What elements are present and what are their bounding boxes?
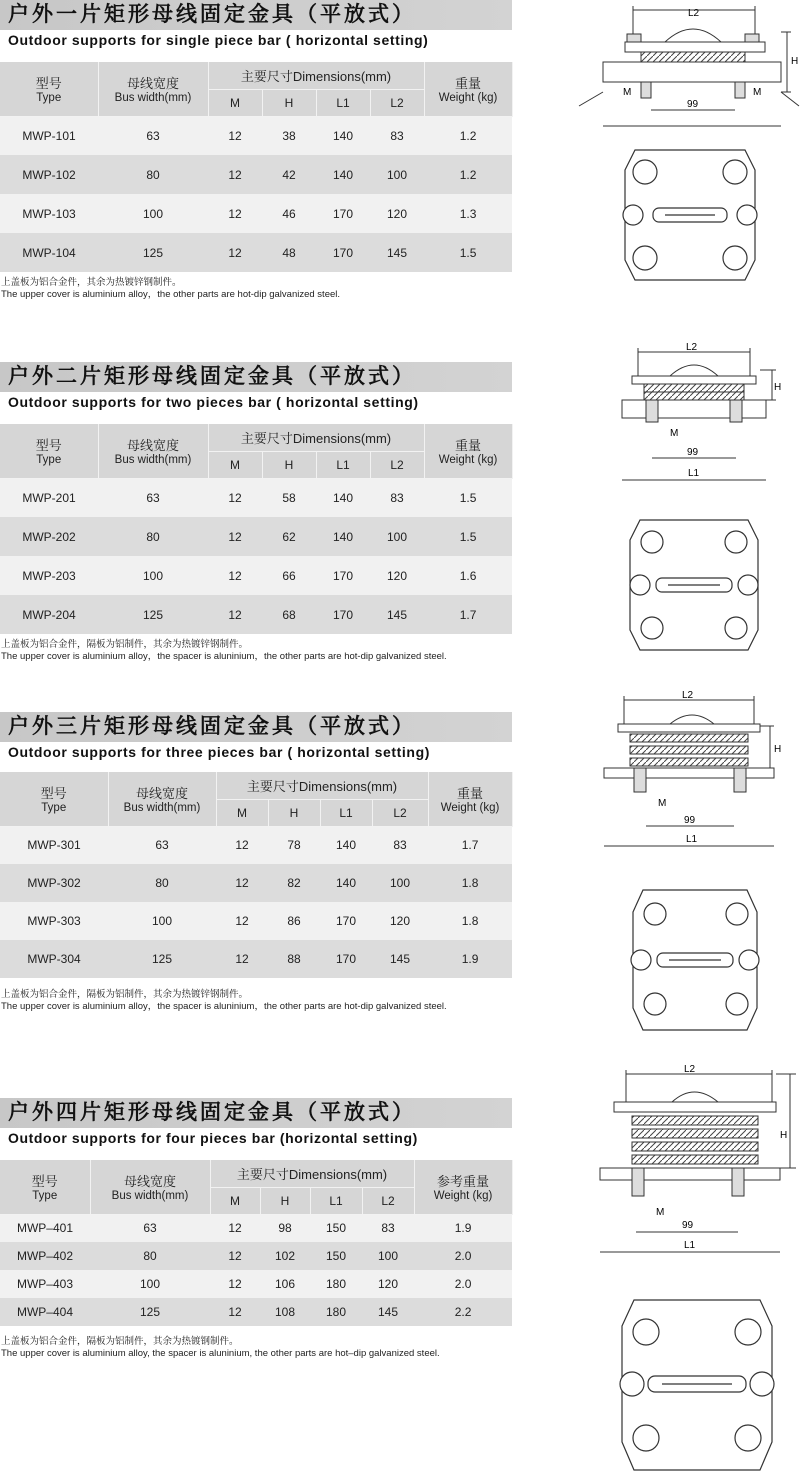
table-row	[0, 194, 512, 233]
note	[1, 639, 447, 663]
col-type-header	[0, 424, 98, 478]
cell-type: MWP-303	[0, 902, 108, 940]
l2-label: L2	[682, 690, 694, 701]
cell-weight: 1.5	[424, 517, 512, 556]
cell-weight: 1.5	[424, 478, 512, 517]
cell-bus-width: 100	[98, 556, 208, 595]
col-h-header: H	[262, 451, 316, 478]
cell-type: MWP-302	[0, 864, 108, 902]
cell-h: 48	[262, 233, 316, 272]
section-three-pieces	[0, 690, 800, 1022]
header-label-zh: 重量	[457, 786, 484, 802]
header-label-en: Bus width(mm)	[114, 92, 192, 105]
cell-l2: 145	[362, 1298, 414, 1326]
cell-bus-width: 63	[90, 1214, 210, 1242]
cell-bus-width: 80	[98, 517, 208, 556]
cell-l2: 83	[372, 826, 428, 864]
l1-label: L1	[686, 834, 698, 845]
cell-h: 78	[268, 826, 320, 864]
cell-bus-width: 100	[90, 1270, 210, 1298]
cell-type: MWP-201	[0, 478, 98, 517]
section-title-en: Outdoor supports for single piece bar ( horizontal setting)	[8, 32, 429, 48]
spec-table	[0, 1160, 513, 1326]
cell-m: 12	[208, 116, 262, 155]
cell-m: 12	[216, 864, 268, 902]
h-label: H	[774, 744, 782, 755]
cell-m: 12	[210, 1270, 260, 1298]
table-row	[0, 155, 512, 194]
cell-weight: 2.0	[414, 1242, 512, 1270]
table-row	[0, 826, 512, 864]
cell-l1: 180	[310, 1270, 362, 1298]
cell-l2: 145	[370, 595, 424, 634]
cell-bus-width: 63	[108, 826, 216, 864]
col-bus-width-header	[108, 772, 216, 826]
cell-l1: 140	[320, 864, 372, 902]
cell-type: MWP-101	[0, 116, 98, 155]
cell-type: MWP-102	[0, 155, 98, 194]
cell-l2: 120	[370, 556, 424, 595]
cell-h: 62	[262, 517, 316, 556]
cell-bus-width: 80	[108, 864, 216, 902]
table-row	[0, 233, 512, 272]
l2-label: L2	[688, 8, 700, 19]
table-row	[0, 940, 512, 978]
section-title-en: Outdoor supports for three pieces bar ( horizontal setting)	[8, 744, 430, 760]
cell-m: 12	[208, 517, 262, 556]
cell-l1: 140	[316, 478, 370, 517]
l2-label: L2	[684, 1064, 696, 1075]
cell-weight: 1.8	[428, 902, 512, 940]
cell-type: MWP-202	[0, 517, 98, 556]
cell-l1: 140	[316, 517, 370, 556]
col-dimensions-header	[210, 1160, 414, 1187]
col-h-header: H	[268, 799, 320, 826]
h-label: H	[774, 382, 782, 393]
cell-weight: 1.7	[428, 826, 512, 864]
note-en: The upper cover is aluminium alloy，the other parts are hot-dip galvanized steel.	[1, 289, 341, 300]
cell-type: MWP-204	[0, 595, 98, 634]
cell-bus-width: 80	[98, 155, 208, 194]
table-row	[0, 595, 512, 634]
header-label-en: Weight (kg)	[440, 802, 500, 815]
header-label-zh: 母线宽度	[123, 1174, 176, 1190]
side-view-drawing	[575, 2, 800, 132]
section-title-zh: 户外四片矩形母线固定金具（平放式）	[8, 1101, 416, 1124]
cell-l2: 145	[372, 940, 428, 978]
cell-m: 12	[216, 940, 268, 978]
cell-m: 12	[210, 1298, 260, 1326]
header-label-zh: 主要尺寸Dimensions(mm)	[240, 68, 392, 84]
table-row	[0, 1214, 512, 1242]
note-zh: 上盖板为铝合金件，隔板为铝制件，其余为热镀锌钢制件。	[1, 989, 249, 1000]
h-label: H	[780, 1130, 788, 1141]
top-view-drawing	[605, 140, 775, 290]
cell-weight: 1.7	[424, 595, 512, 634]
cell-l2: 120	[362, 1270, 414, 1298]
top-view-drawing	[612, 512, 777, 660]
side-view-drawing	[596, 1064, 800, 1264]
cell-type: MWP-103	[0, 194, 98, 233]
side-view-drawing	[600, 342, 800, 492]
cell-m: 12	[216, 902, 268, 940]
cell-bus-width: 80	[90, 1242, 210, 1270]
cell-bus-width: 125	[98, 595, 208, 634]
header-label-zh: 主要尺寸Dimensions(mm)	[236, 1166, 388, 1182]
m-label: M	[658, 798, 667, 809]
table-row	[0, 1270, 512, 1298]
cell-l1: 170	[316, 595, 370, 634]
cell-type: MWP–402	[0, 1242, 90, 1270]
col-weight-header	[424, 62, 512, 116]
col-l1-header: L1	[310, 1187, 362, 1214]
header-label-zh: 主要尺寸Dimensions(mm)	[240, 430, 392, 446]
col-m-header: M	[208, 451, 262, 478]
cell-l2: 145	[370, 233, 424, 272]
header-label-zh: 母线宽度	[126, 438, 179, 454]
note-en: The upper cover is aluminium alloy，the spacer is aluninium，the other parts are hot-dip galvanized steel.	[1, 1001, 447, 1012]
section-title-en: Outdoor supports for two pieces bar ( horizontal setting)	[8, 394, 419, 410]
cell-m: 12	[208, 155, 262, 194]
cell-type: MWP-104	[0, 233, 98, 272]
col-dimensions-header	[208, 62, 424, 89]
cell-bus-width: 63	[98, 478, 208, 517]
cell-m: 12	[208, 556, 262, 595]
header-label-zh: 主要尺寸Dimensions(mm)	[246, 778, 398, 794]
col-l1-header: L1	[316, 89, 370, 116]
cell-m: 12	[208, 194, 262, 233]
cell-l1: 170	[320, 902, 372, 940]
cell-weight: 1.8	[428, 864, 512, 902]
cell-l1: 140	[316, 116, 370, 155]
cell-weight: 1.9	[414, 1214, 512, 1242]
cell-l2: 120	[370, 194, 424, 233]
cell-type: MWP–404	[0, 1298, 90, 1326]
cell-l2: 100	[370, 155, 424, 194]
cell-l2: 120	[372, 902, 428, 940]
cell-l2: 100	[370, 517, 424, 556]
cell-h: 42	[262, 155, 316, 194]
cell-weight: 1.2	[424, 155, 512, 194]
table-row	[0, 1242, 512, 1270]
note-zh: 上盖板为铝合金件，隔板为铝制件，其余为热镀锌钢制件。	[1, 639, 249, 650]
side-view-drawing	[598, 690, 800, 854]
cell-h: 86	[268, 902, 320, 940]
cell-type: MWP-304	[0, 940, 108, 978]
note	[1, 989, 447, 1013]
header-label-zh: 重量	[455, 438, 482, 454]
col-type-header	[0, 1160, 90, 1214]
cell-m: 12	[208, 233, 262, 272]
cell-h: 66	[262, 556, 316, 595]
cell-l1: 180	[310, 1298, 362, 1326]
header-label-en: Type	[32, 1190, 58, 1203]
cell-weight: 1.2	[424, 116, 512, 155]
col-bus-width-header	[90, 1160, 210, 1214]
dim-99-label: 99	[684, 815, 696, 826]
cell-type: MWP–401	[0, 1214, 90, 1242]
col-weight-header	[424, 424, 512, 478]
section-four-pieces	[0, 1064, 800, 1477]
section-single-piece	[0, 0, 800, 310]
cell-h: 102	[260, 1242, 310, 1270]
header-label-zh: 型号	[35, 76, 62, 92]
note	[1, 1336, 440, 1360]
cell-h: 108	[260, 1298, 310, 1326]
section-two-pieces	[0, 342, 800, 672]
cell-bus-width: 125	[108, 940, 216, 978]
dim-99-label: 99	[682, 1220, 694, 1231]
table-row	[0, 556, 512, 595]
header-label-en: Weight (kg)	[438, 454, 498, 467]
cell-weight: 1.6	[424, 556, 512, 595]
note-zh: 上盖板为铝合金件，隔板为铝制件，其余为热镀钢制件。	[1, 1336, 239, 1347]
cell-l1: 150	[310, 1214, 362, 1242]
col-weight-header	[428, 772, 512, 826]
col-l1-header: L1	[320, 799, 372, 826]
table-row	[0, 517, 512, 556]
h-label: H	[791, 56, 799, 67]
header-label-en: Bus width(mm)	[111, 1190, 189, 1203]
spec-table	[0, 772, 513, 978]
cell-l1: 140	[316, 155, 370, 194]
col-m-header: M	[208, 89, 262, 116]
dim-99-label: 99	[687, 447, 699, 458]
cell-l1: 140	[320, 826, 372, 864]
cell-l1: 170	[316, 233, 370, 272]
col-m-header: M	[210, 1187, 260, 1214]
header-label-zh: 型号	[40, 786, 67, 802]
col-dimensions-header	[216, 772, 428, 799]
table-row	[0, 1298, 512, 1326]
cell-l1: 170	[316, 556, 370, 595]
table-row	[0, 902, 512, 940]
col-l1-header: L1	[316, 451, 370, 478]
cell-h: 82	[268, 864, 320, 902]
table-row	[0, 864, 512, 902]
header-label-en: Bus width(mm)	[114, 454, 192, 467]
cell-bus-width: 125	[90, 1298, 210, 1326]
l1-label: L1	[688, 468, 700, 479]
section-title-zh: 户外一片矩形母线固定金具（平放式）	[8, 3, 416, 26]
header-label-zh: 母线宽度	[126, 76, 179, 92]
col-bus-width-header	[98, 62, 208, 116]
cell-m: 12	[208, 595, 262, 634]
col-l2-header: L2	[370, 89, 424, 116]
col-bus-width-header	[98, 424, 208, 478]
table-row	[0, 116, 512, 155]
l2-label: L2	[686, 342, 698, 353]
section-title-en: Outdoor supports for four pieces bar (horizontal setting)	[8, 1130, 418, 1146]
cell-h: 38	[262, 116, 316, 155]
cell-h: 98	[260, 1214, 310, 1242]
cell-type: MWP-301	[0, 826, 108, 864]
col-h-header: H	[262, 89, 316, 116]
col-h-header: H	[260, 1187, 310, 1214]
l1-label: L1	[684, 1240, 696, 1251]
table-row	[0, 478, 512, 517]
cell-m: 12	[210, 1214, 260, 1242]
cell-l1: 150	[310, 1242, 362, 1270]
section-title-zh: 户外三片矩形母线固定金具（平放式）	[8, 715, 416, 738]
cell-m: 12	[210, 1242, 260, 1270]
header-label-en: Weight (kg)	[438, 92, 498, 105]
cell-l2: 83	[362, 1214, 414, 1242]
header-label-en: Type	[41, 802, 67, 815]
header-label-en: Type	[36, 454, 62, 467]
cell-weight: 1.9	[428, 940, 512, 978]
cell-weight: 1.3	[424, 194, 512, 233]
col-type-header	[0, 772, 108, 826]
cell-l2: 83	[370, 478, 424, 517]
top-view-drawing	[615, 884, 777, 1039]
cell-type: MWP–403	[0, 1270, 90, 1298]
col-l2-header: L2	[370, 451, 424, 478]
cell-weight: 2.0	[414, 1270, 512, 1298]
col-dimensions-header	[208, 424, 424, 451]
cell-l2: 100	[372, 864, 428, 902]
cell-type: MWP-203	[0, 556, 98, 595]
note-zh: 上盖板为铝合金件，其余为热镀锌钢制件。	[1, 277, 182, 288]
col-type-header	[0, 62, 98, 116]
spec-table	[0, 424, 513, 634]
cell-h: 58	[262, 478, 316, 517]
m-label: M	[670, 428, 679, 439]
header-label-zh: 型号	[35, 438, 62, 454]
cell-l2: 100	[362, 1242, 414, 1270]
cell-m: 12	[208, 478, 262, 517]
m-label: M	[656, 1207, 665, 1218]
cell-bus-width: 100	[108, 902, 216, 940]
dim-99-label: 99	[687, 99, 699, 110]
section-title-zh: 户外二片矩形母线固定金具（平放式）	[8, 365, 416, 388]
header-label-zh: 重量	[455, 76, 482, 92]
cell-bus-width: 100	[98, 194, 208, 233]
cell-h: 88	[268, 940, 320, 978]
col-l2-header: L2	[372, 799, 428, 826]
cell-l2: 83	[370, 116, 424, 155]
top-view-drawing	[602, 1294, 792, 1476]
col-weight-header	[414, 1160, 512, 1214]
header-label-zh: 参考重量	[437, 1174, 490, 1190]
note-en: The upper cover is aluminium alloy，the spacer is aluninium，the other parts are hot-dip galvanized steel.	[1, 651, 447, 662]
header-label-zh: 型号	[31, 1174, 58, 1190]
cell-weight: 2.2	[414, 1298, 512, 1326]
cell-h: 46	[262, 194, 316, 233]
cell-weight: 1.5	[424, 233, 512, 272]
note-en: The upper cover is aluminium alloy, the spacer is aluninium, the other parts are hot–dip galvanized steel.	[1, 1348, 440, 1359]
col-m-header: M	[216, 799, 268, 826]
cell-h: 106	[260, 1270, 310, 1298]
cell-m: 12	[216, 826, 268, 864]
header-label-zh: 母线宽度	[135, 786, 188, 802]
cell-bus-width: 125	[98, 233, 208, 272]
cell-h: 68	[262, 595, 316, 634]
m-label: M	[753, 87, 762, 98]
m-label: M	[623, 87, 632, 98]
cell-l1: 170	[320, 940, 372, 978]
header-label-en: Type	[36, 92, 62, 105]
note	[1, 277, 340, 301]
header-label-en: Weight (kg)	[433, 1190, 493, 1203]
spec-table	[0, 62, 513, 272]
col-l2-header: L2	[362, 1187, 414, 1214]
cell-bus-width: 63	[98, 116, 208, 155]
header-label-en: Bus width(mm)	[123, 802, 201, 815]
cell-l1: 170	[316, 194, 370, 233]
